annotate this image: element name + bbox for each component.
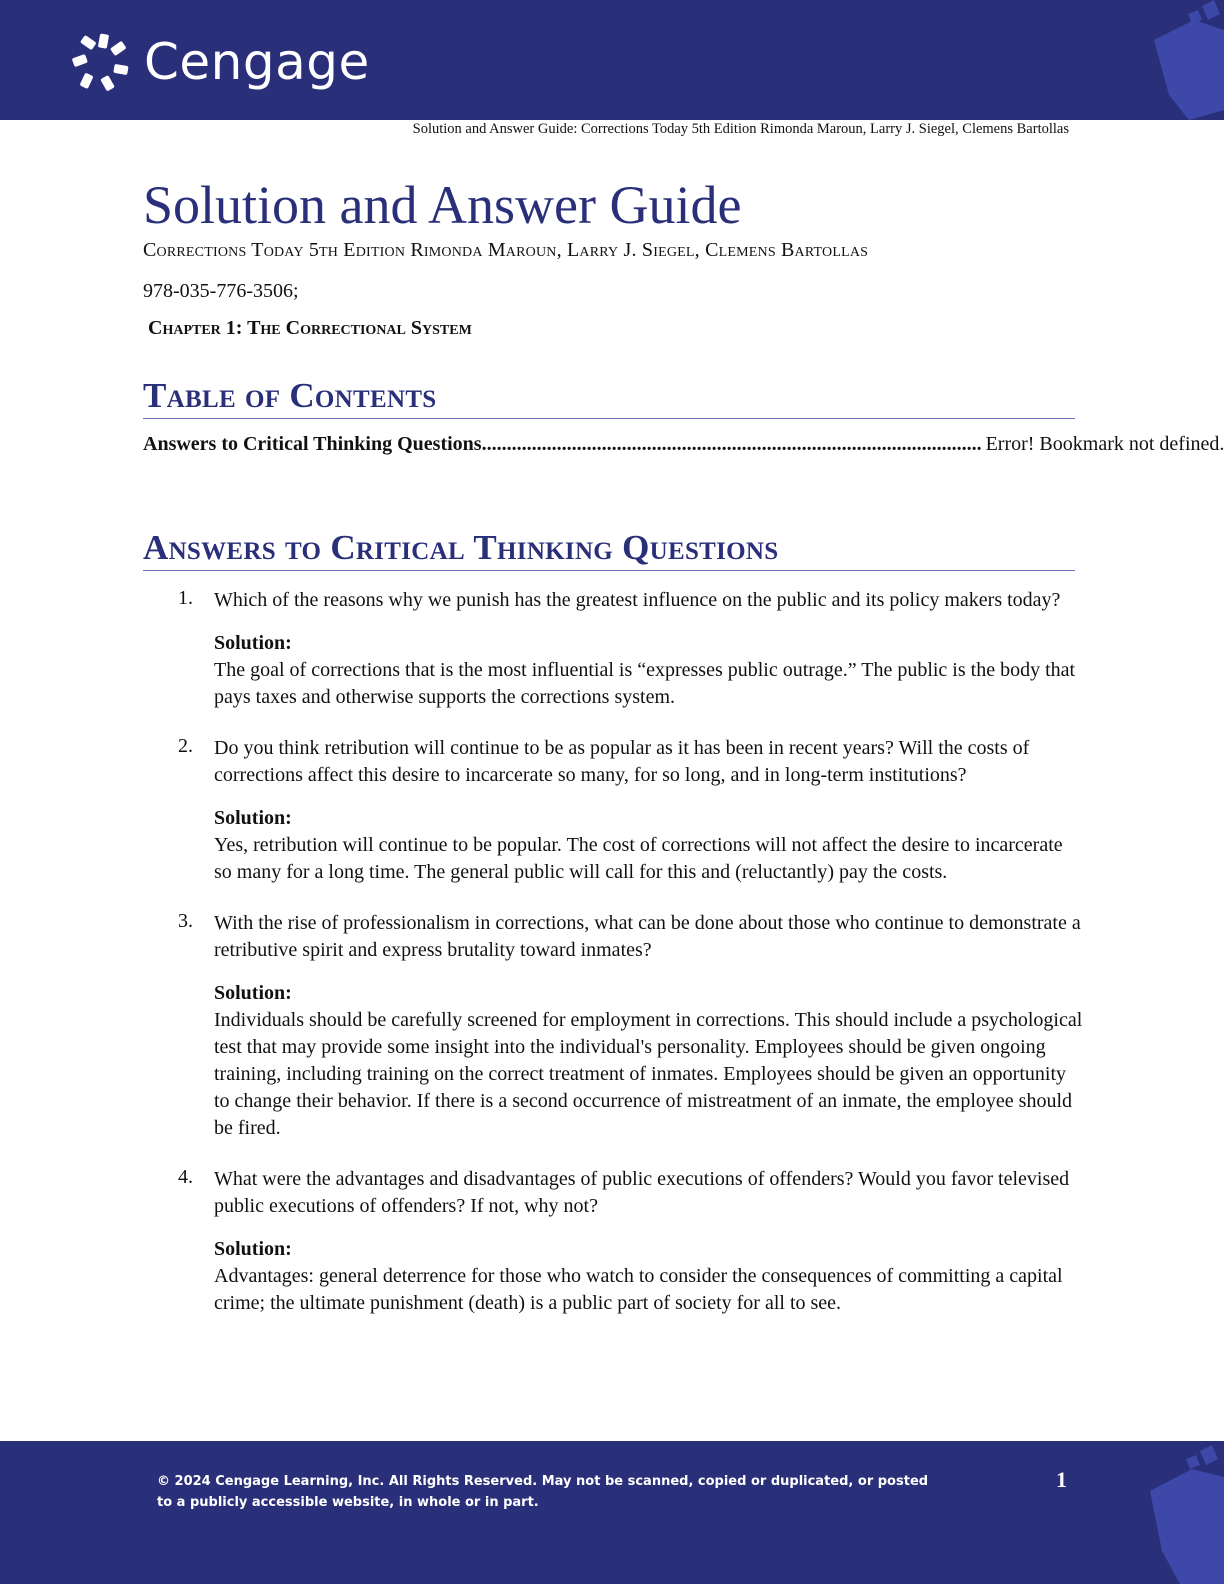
brand-name: Cengage xyxy=(144,33,370,91)
solution-label: Solution: xyxy=(214,982,292,1005)
cengage-burst-icon xyxy=(72,32,132,92)
question-text: What were the advantages and disadvantages of public executions of offenders? Would you favor televised public executions of offenders? If not, why not? xyxy=(214,1168,1070,1218)
question-number: 2. xyxy=(178,735,193,758)
page-number: 1 xyxy=(1056,1467,1067,1492)
answers-heading: Answers to Critical Thinking Questions xyxy=(143,528,1075,571)
copyright-notice: © 2024 Cengage Learning, Inc. All Rights Reserved. May not be scanned, copied or duplicated, or posted to a publicly accessible website, in whole or in part. xyxy=(157,1474,929,1510)
solution-text: Advantages: general deterrence for those who watch to consider the consequences of committing a capital crime; the ultimate punishment (death) is a public part of society for all to see. xyxy=(214,1265,1063,1315)
toc-entry-page: Error! Bookmark not defined. xyxy=(985,433,1224,456)
question-text: Do you think retribution will continue to be as popular as it has been in recent years? Will the costs of corrections affect this desire to incarcerate so many, for so long, and in long-term institutions? xyxy=(214,737,1030,787)
question-item xyxy=(143,735,1083,886)
document-body xyxy=(143,175,1224,1341)
book-subtitle: Corrections Today 5th Edition Rimonda Maroun, Larry J. Siegel, Clemens Bartollas xyxy=(143,239,869,262)
toc-entry-label[interactable]: Answers to Critical Thinking Questions xyxy=(143,433,482,456)
cengage-logo xyxy=(72,32,370,92)
toc-entry[interactable] xyxy=(143,433,1224,456)
running-head: Solution and Answer Guide: Corrections Today 5th Edition Rimonda Maroun, Larry J. Siegel, Clemens Bartollas xyxy=(412,121,1069,137)
question-number: 4. xyxy=(178,1166,193,1189)
decorative-corner-icon xyxy=(1144,1441,1224,1584)
question-list xyxy=(143,587,1083,1317)
question-text: With the rise of professionalism in corrections, what can be done about those who continue to demonstrate a retributive spirit and express brutality toward inmates? xyxy=(214,912,1081,962)
solution-label: Solution: xyxy=(214,1238,292,1261)
page-title: Solution and Answer Guide xyxy=(143,175,742,235)
solution-text: The goal of corrections that is the most influential is “expresses public outrage.” The public is the body that pays taxes and otherwise supports the corrections system. xyxy=(214,659,1076,709)
toc-heading: Table of Contents xyxy=(143,376,1075,419)
solution-label: Solution: xyxy=(214,807,292,830)
question-item xyxy=(143,910,1083,1142)
question-item xyxy=(143,587,1083,711)
question-number: 3. xyxy=(178,910,193,933)
question-text: Which of the reasons why we punish has the greatest influence on the public and its policy makers today? xyxy=(214,589,1061,612)
solution-text: Individuals should be carefully screened for employment in corrections. This should include a psychological test that may provide some insight into the individual's personality. Employees should be given ongoing training, including training on the correct treatment of inmates. Employees should be given an opportunity to change their behavior. If there is a second occurrence of mistreatment of an inmate, the employee should be fired. xyxy=(214,1009,1083,1140)
isbn: 978-035-776-3506; xyxy=(143,280,299,303)
question-item xyxy=(143,1166,1083,1317)
page-header-band xyxy=(0,0,1224,120)
toc-leader-dots: .................................................................................................... xyxy=(481,433,982,456)
solution-label: Solution: xyxy=(214,632,292,655)
solution-text: Yes, retribution will continue to be popular. The cost of corrections will not affect the desire to incarcerate so many for a long time. The general public will call for this and (reluctantly) pay the costs. xyxy=(214,834,1063,884)
page-footer-band xyxy=(0,1441,1224,1584)
question-number: 1. xyxy=(178,587,193,610)
decorative-corner-icon xyxy=(1144,0,1224,120)
chapter-title: Chapter 1: The Correctional System xyxy=(148,317,472,340)
